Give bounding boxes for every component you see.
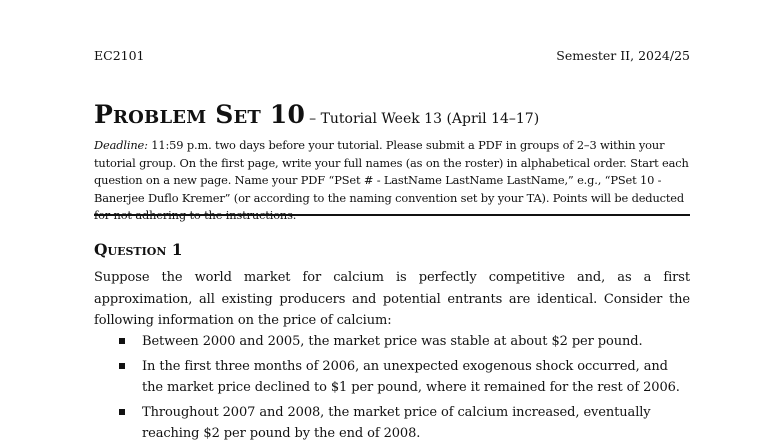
course-code: EC2101: [94, 48, 145, 63]
list-item: [94, 402, 690, 444]
problem-set-title: Problem Set 10: [94, 100, 306, 129]
problem-set-subtitle: – Tutorial Week 13 (April 14–17): [309, 111, 540, 127]
deadline-instructions: [94, 137, 690, 225]
question-bullet-list: [94, 331, 690, 448]
list-item: [94, 331, 690, 352]
list-item: [94, 356, 690, 398]
section-divider: [94, 214, 690, 216]
bullet-square-icon: [119, 409, 125, 415]
list-item-text: Throughout 2007 and 2008, the market price of calcium increased, eventually reaching $2 per pound by the end of 2008.: [142, 405, 651, 441]
semester-label: Semester II, 2024/25: [556, 48, 690, 63]
page-title: [94, 100, 539, 129]
question-intro: Suppose the world market for calcium is perfectly competitive and, as a first approximation, all existing producers and potential entrants are identical. Consider the following information on the price of calcium:: [94, 270, 690, 328]
list-item-text: Between 2000 and 2005, the market price was stable at about $2 per pound.: [142, 334, 643, 349]
list-item-text: In the first three months of 2006, an unexpected exogenous shock occurred, and the market price declined to $1 per pound, where it remained for the rest of 2006.: [142, 359, 680, 395]
bullet-square-icon: [119, 338, 125, 344]
deadline-text: 11:59 p.m. two days before your tutorial. Please submit a PDF in groups of 2–3 within your tutorial group. On the first page, write your full names (as on the roster) in alphabetical order. Start each question on a new page. Name your PDF “PSet # - LastName LastName LastName,” e.g., “PSet 10 - Banerjee Duflo Kremer” (or according to the naming convention set by your TA). Points will be deducted: [94, 138, 689, 205]
bullet-square-icon: [119, 363, 125, 369]
deadline-label: Deadline:: [94, 138, 148, 152]
question-title: Question 1: [94, 240, 183, 259]
